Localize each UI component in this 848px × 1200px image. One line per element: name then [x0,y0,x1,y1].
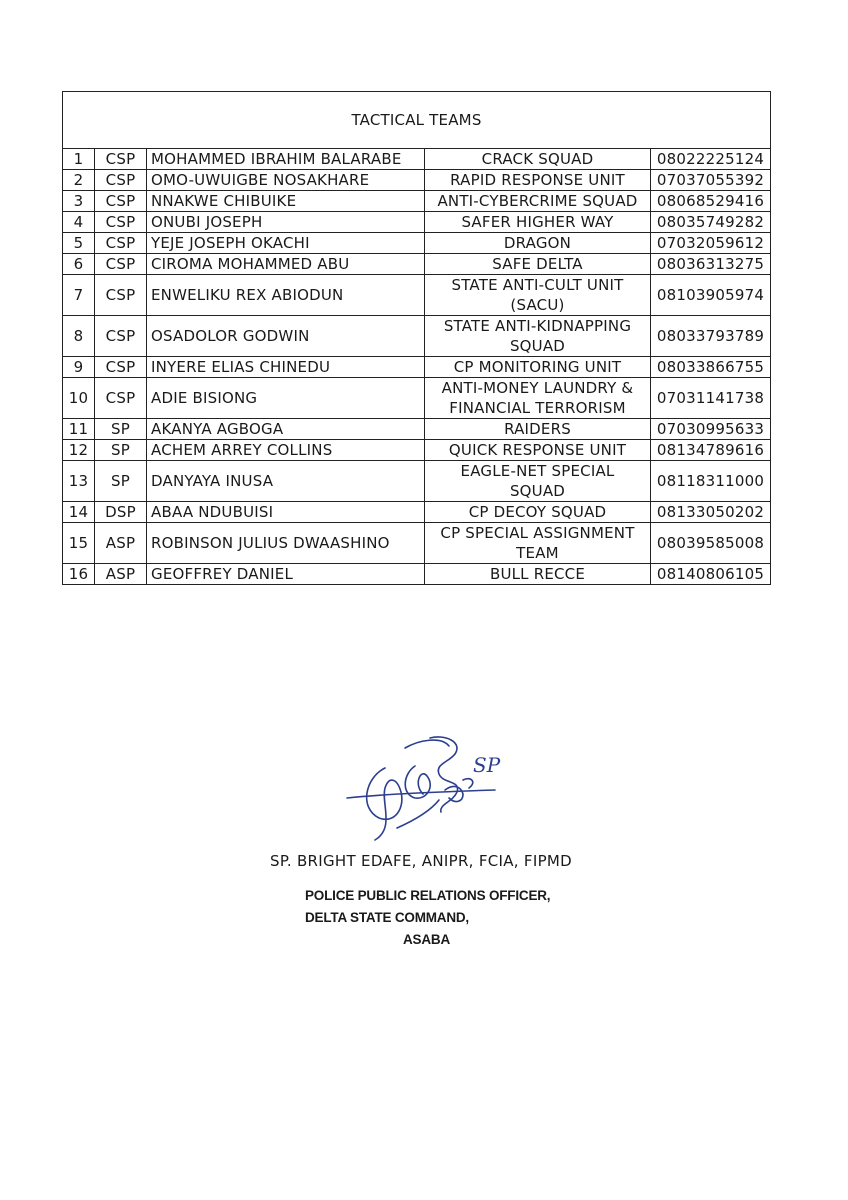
officer-name: AKANYA AGBOGA [147,419,425,440]
officer-rank: ASP [95,523,147,564]
unit-name-line: QUICK RESPONSE UNIT [448,441,627,459]
officer-name: ONUBI JOSEPH [147,212,425,233]
unit-name [425,523,651,564]
table-row [63,233,771,254]
row-number: 12 [63,440,95,461]
officer-rank: ASP [95,564,147,585]
signer-title [305,885,550,951]
officer-name: ACHEM ARREY COLLINS [147,440,425,461]
phone-number: 07037055392 [651,170,771,191]
unit-name-line: SQUAD [509,337,566,355]
table-row [63,316,771,357]
officer-rank: CSP [95,254,147,275]
officer-name: CIROMA MOHAMMED ABU [147,254,425,275]
table-row [63,212,771,233]
phone-number: 08068529416 [651,191,771,212]
phone-number: 08140806105 [651,564,771,585]
signer-title-line-1: POLICE PUBLIC RELATIONS OFFICER, [305,888,551,903]
phone-number: 08118311000 [651,461,771,502]
unit-name [425,378,651,419]
officer-rank: CSP [95,212,147,233]
phone-number: 08033866755 [651,357,771,378]
table-title: TACTICAL TEAMS [63,92,771,149]
unit-name-line: ANTI-MONEY LAUNDRY & [441,379,634,397]
unit-name-line: CP MONITORING UNIT [453,358,622,376]
signer-title-line-2: DELTA STATE COMMAND, [305,910,469,925]
table-row [63,191,771,212]
unit-name [425,440,651,461]
officer-name: GEOFFREY DANIEL [147,564,425,585]
unit-name [425,419,651,440]
row-number: 8 [63,316,95,357]
row-number: 9 [63,357,95,378]
unit-name [425,357,651,378]
unit-name [425,275,651,316]
unit-name-line: CP SPECIAL ASSIGNMENT [440,524,635,542]
phone-number: 08035749282 [651,212,771,233]
phone-number: 08134789616 [651,440,771,461]
unit-name-line: ANTI-CYBERCRIME SQUAD [437,192,638,210]
row-number: 2 [63,170,95,191]
unit-name [425,564,651,585]
table-row [63,461,771,502]
signer-title-line-3: ASABA [403,932,451,947]
phone-number: 08022225124 [651,149,771,170]
table-row [63,275,771,316]
phone-number: 08039585008 [651,523,771,564]
row-number: 16 [63,564,95,585]
unit-name-line: BULL RECCE [489,565,586,583]
officer-rank: CSP [95,316,147,357]
officer-rank: CSP [95,191,147,212]
officer-rank: CSP [95,275,147,316]
unit-name-line: FINANCIAL TERRORISM [449,399,626,417]
signature-handwriting: SP [473,753,501,777]
unit-name-line: RAPID RESPONSE UNIT [450,171,625,189]
unit-name [425,191,651,212]
officer-rank: CSP [95,378,147,419]
unit-name-line: SAFER HIGHER WAY [461,213,614,231]
officer-rank: CSP [95,357,147,378]
phone-number: 07030995633 [651,419,771,440]
officer-rank: SP [95,419,147,440]
table-row [63,419,771,440]
row-number: 13 [63,461,95,502]
row-number: 4 [63,212,95,233]
officer-name: MOHAMMED IBRAHIM BALARABE [147,149,425,170]
unit-name-line: TEAM [516,544,559,562]
officer-name: ROBINSON JULIUS DWAASHINO [147,523,425,564]
table-row [63,440,771,461]
row-number: 14 [63,502,95,523]
row-number: 15 [63,523,95,564]
table-row [63,378,771,419]
unit-name-line: CRACK SQUAD [481,150,594,168]
officer-rank: CSP [95,170,147,191]
officer-rank: SP [95,461,147,502]
table-row [63,170,771,191]
table-row [63,357,771,378]
officer-rank: CSP [95,149,147,170]
table-row [63,254,771,275]
row-number: 6 [63,254,95,275]
unit-name-line: CP DECOY SQUAD [468,503,607,521]
unit-name [425,461,651,502]
unit-name [425,233,651,254]
unit-name [425,212,651,233]
officer-name: YEJE JOSEPH OKACHI [147,233,425,254]
row-number: 11 [63,419,95,440]
unit-name [425,170,651,191]
row-number: 1 [63,149,95,170]
phone-number: 07031141738 [651,378,771,419]
phone-number: 08033793789 [651,316,771,357]
officer-name: NNAKWE CHIBUIKE [147,191,425,212]
officer-rank: CSP [95,233,147,254]
table-row [63,564,771,585]
signer-name: SP. BRIGHT EDAFE, ANIPR, FCIA, FIPMD [270,852,573,870]
table-row [63,149,771,170]
table-row [63,523,771,564]
officer-name: OSADOLOR GODWIN [147,316,425,357]
officer-name: OMO-UWUIGBE NOSAKHARE [147,170,425,191]
row-number: 3 [63,191,95,212]
unit-name-line: (SACU) [510,296,565,314]
table-title-row [63,92,771,149]
unit-name [425,502,651,523]
phone-number: 08036313275 [651,254,771,275]
officer-name: ENWELIKU REX ABIODUN [147,275,425,316]
unit-name [425,149,651,170]
unit-name-line: DRAGON [503,234,572,252]
row-number: 5 [63,233,95,254]
unit-name [425,316,651,357]
unit-name-line: EAGLE-NET SPECIAL [460,462,615,480]
phone-number: 08133050202 [651,502,771,523]
officer-name: INYERE ELIAS CHINEDU [147,357,425,378]
row-number: 7 [63,275,95,316]
officer-name: ADIE BISIONG [147,378,425,419]
unit-name [425,254,651,275]
handwritten-signature [345,728,515,848]
officer-rank: SP [95,440,147,461]
officer-name: DANYAYA INUSA [147,461,425,502]
unit-name-line: STATE ANTI-KIDNAPPING [443,317,632,335]
phone-number: 08103905974 [651,275,771,316]
row-number: 10 [63,378,95,419]
tactical-teams-table [62,91,771,585]
unit-name-line: SAFE DELTA [492,255,583,273]
unit-name-line: RAIDERS [504,420,571,438]
phone-number: 07032059612 [651,233,771,254]
table-row [63,502,771,523]
officer-rank: DSP [95,502,147,523]
unit-name-line: SQUAD [509,482,566,500]
unit-name-line: STATE ANTI-CULT UNIT [451,276,624,294]
officer-name: ABAA NDUBUISI [147,502,425,523]
